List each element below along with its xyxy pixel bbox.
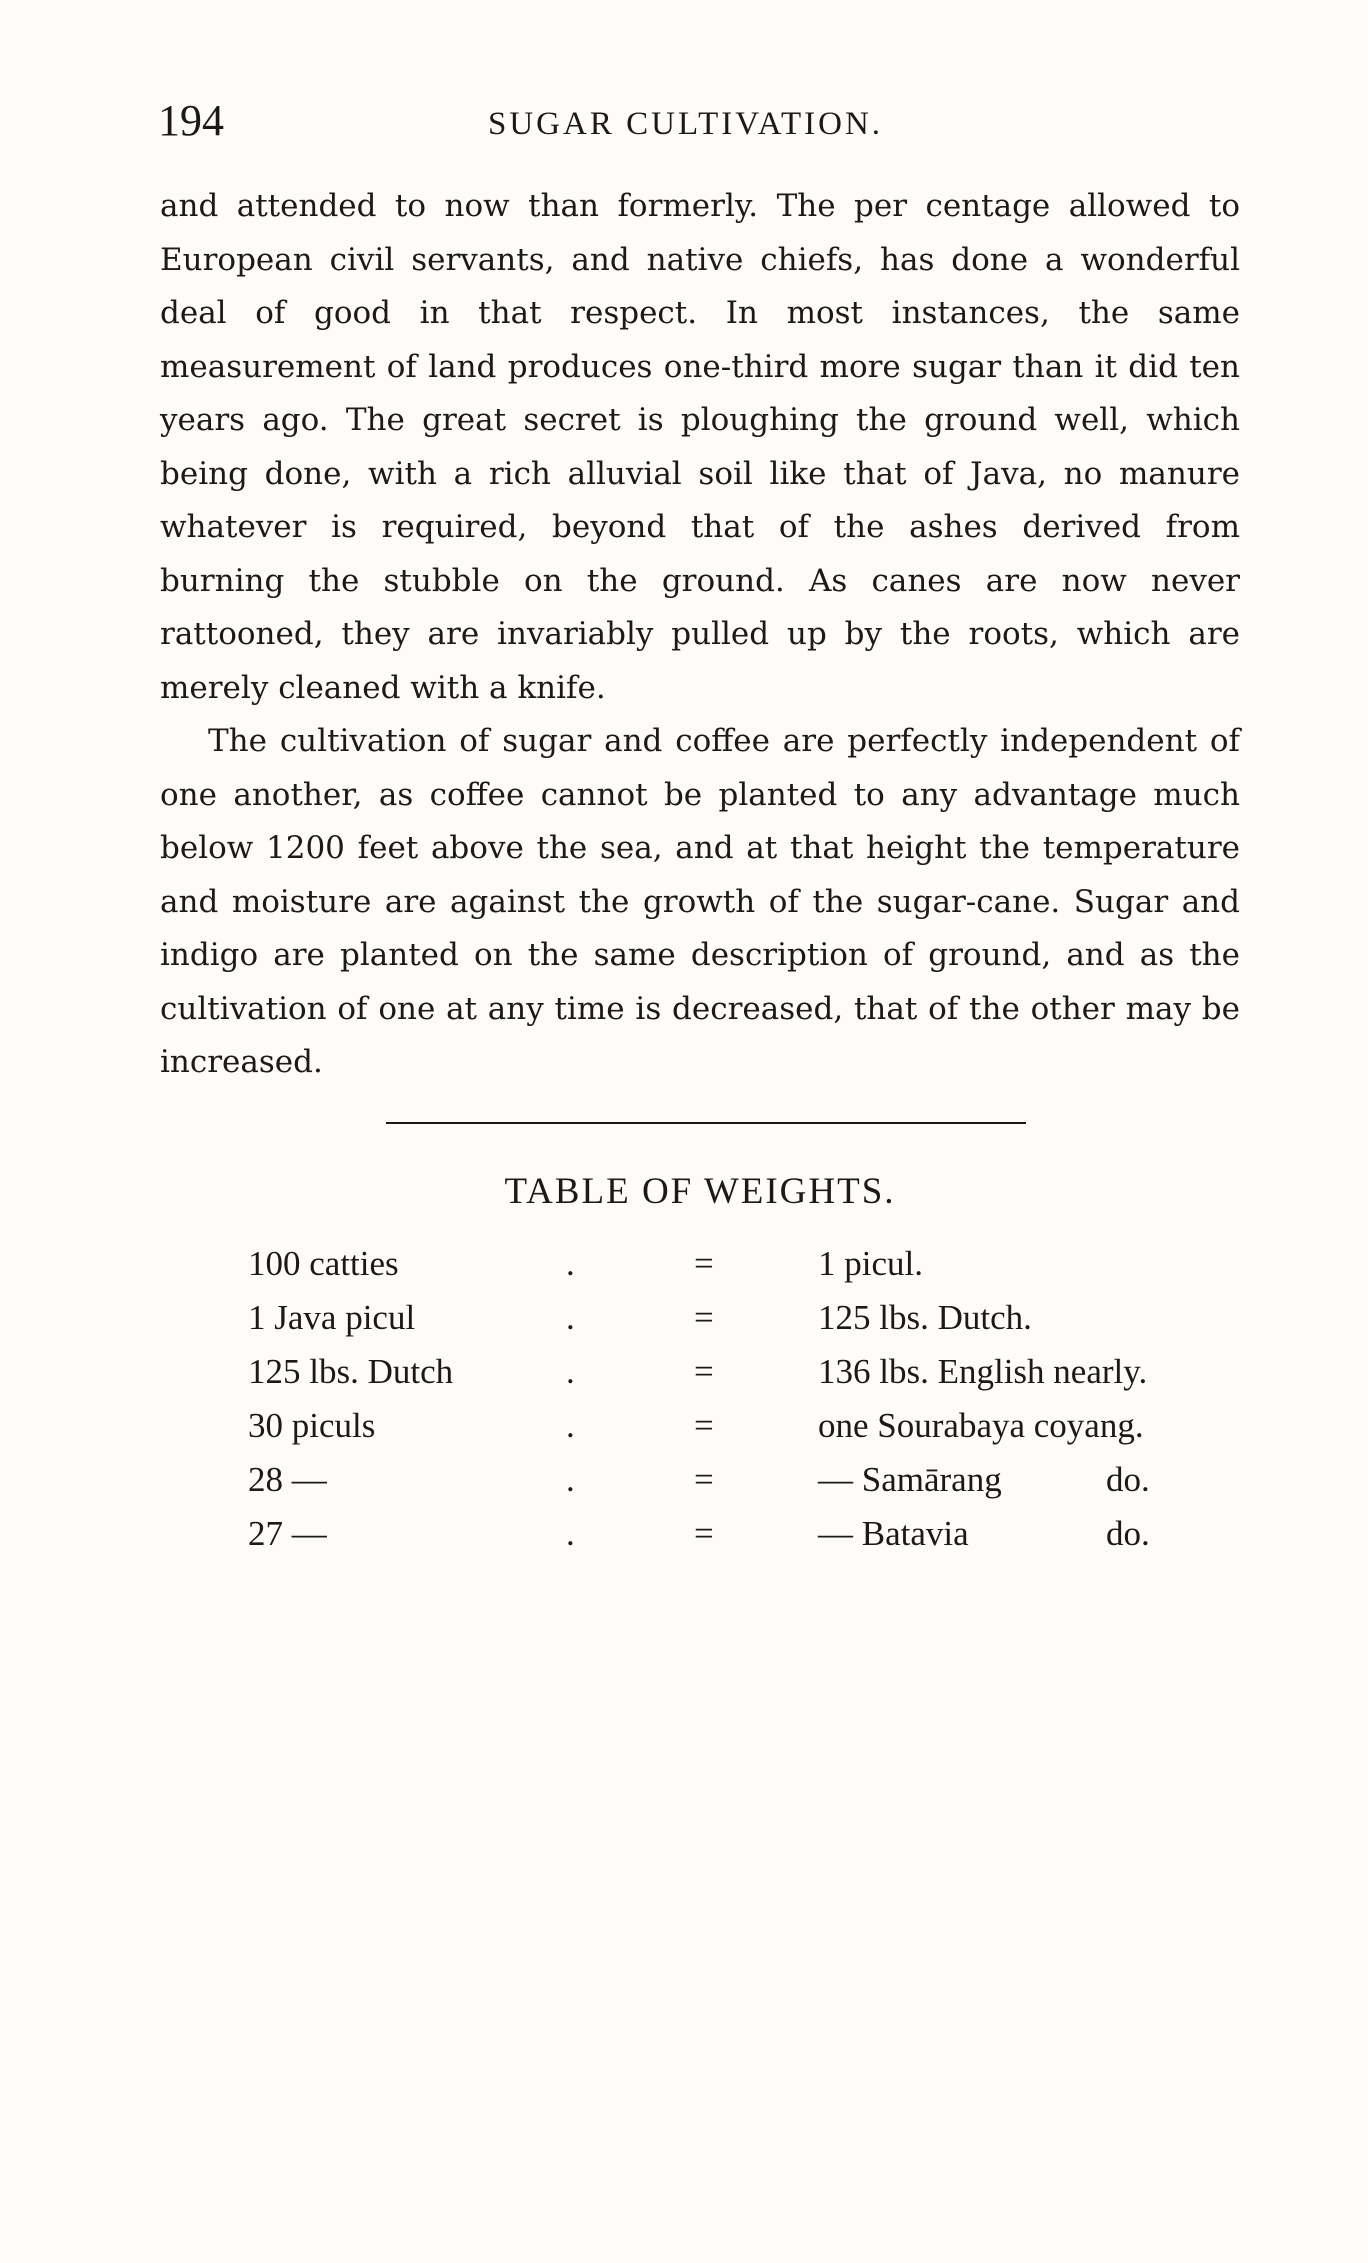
table-row (0, 1237, 1368, 1291)
row-quantity: 28 — (248, 1460, 327, 1499)
table-row (0, 1453, 1368, 1507)
row-leader-dot: . (566, 1298, 575, 1337)
table-row (0, 1291, 1368, 1345)
row-equals-sign: = (694, 1406, 714, 1445)
body-text (160, 180, 1240, 1090)
running-head: SUGAR CULTIVATION. (488, 106, 884, 142)
row-equals-sign: = (694, 1352, 714, 1391)
row-quantity: 30 piculs (248, 1406, 376, 1445)
table-title: TABLE OF WEIGHTS. (504, 1171, 896, 1212)
paragraph: The cultivation of sugar and coffee are perfectly independent of one another, as coffee cannot be planted to any advantage much below 1200 feet above the sea, and at that height the temperature and moisture are against the growth of the sugar-cane. Sugar and indigo are planted on the same description of ground, and as the cultivation of one at any time is decreased, that of the other may be increased. (160, 723, 1240, 1080)
row-leader-dot: . (566, 1460, 575, 1499)
row-equivalent: 1 picul. (818, 1244, 923, 1283)
row-equivalent: one Sourabaya coyang. (818, 1406, 1144, 1445)
row-equivalent: — Batavia (818, 1514, 969, 1553)
row-equivalent: — Samārang (818, 1460, 1002, 1499)
page-number: 194 (158, 96, 224, 145)
row-equals-sign: = (694, 1298, 714, 1337)
weights-table (0, 1237, 1368, 1561)
row-quantity: 1 Java picul (248, 1298, 416, 1337)
page-header (158, 96, 1248, 156)
row-equals-sign: = (694, 1460, 714, 1499)
row-equivalent: 136 lbs. English nearly. (818, 1352, 1148, 1391)
table-row (0, 1399, 1368, 1453)
row-equals-sign: = (694, 1244, 714, 1283)
table-row (0, 1345, 1368, 1399)
row-ditto: do. (1106, 1514, 1150, 1553)
section-divider (386, 1122, 1026, 1124)
row-equals-sign: = (694, 1514, 714, 1553)
table-row (0, 1507, 1368, 1561)
row-leader-dot: . (566, 1514, 575, 1553)
paragraph: and attended to now than formerly. The per centage allowed to European civil servants, and native chiefs, has done a wonderful deal of good in that respect. In most instances, the same measurement of land produces one-third more sugar than it did ten years ago. The great secret is ploughing the ground well, which being done, with a rich alluvial soil like that of Java, no manure whatever is required, beyond that of the ashes derived from burning the stubble on the ground. As canes are now never rattooned, they are invariably pulled up by the roots, which are merely cleaned with a knife. (160, 188, 1240, 706)
row-leader-dot: . (566, 1406, 575, 1445)
row-leader-dot: . (566, 1352, 575, 1391)
row-quantity: 27 — (248, 1514, 327, 1553)
row-quantity: 100 catties (248, 1244, 399, 1283)
row-leader-dot: . (566, 1244, 575, 1283)
row-quantity: 125 lbs. Dutch (248, 1352, 454, 1391)
row-equivalent: 125 lbs. Dutch. (818, 1298, 1032, 1337)
row-ditto: do. (1106, 1460, 1150, 1499)
